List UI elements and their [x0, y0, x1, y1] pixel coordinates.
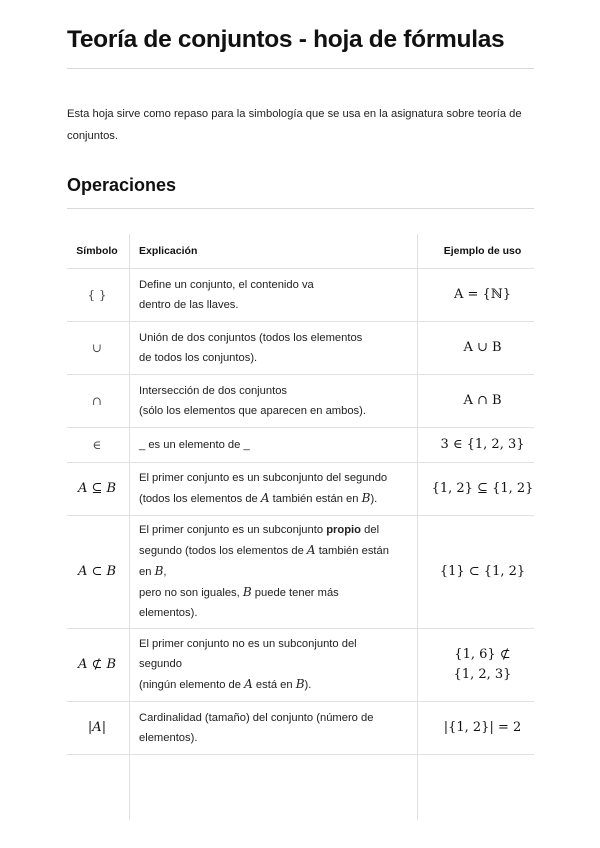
row-explanation: Unión de dos conjuntos (todos los elementos de todos los conjuntos). — [139, 331, 363, 364]
row-symbol: { } — [87, 287, 107, 302]
row-example: {1, 6} ⊄ {1, 2, 3} — [453, 646, 512, 682]
table-row — [67, 628, 534, 702]
table-row — [67, 515, 534, 629]
table-row — [67, 462, 534, 516]
header-explanation: Explicación — [139, 245, 198, 257]
row-symbol: A ⊂ B — [77, 563, 117, 579]
row-symbol: ∈ — [92, 437, 102, 452]
row-explanation: Cardinalidad (tamaño) del conjunto (número de elementos). — [139, 711, 374, 744]
row-explanation: _ es un elemento de _ — [139, 438, 250, 451]
row-example: A ∪ B — [463, 339, 502, 355]
row-example: A ∩ B — [463, 392, 502, 408]
row-example: {1, 2} ⊆ {1, 2} — [431, 480, 534, 496]
row-symbol: A ⊆ B — [77, 480, 117, 496]
row-explanation: Define un conjunto, el contenido va dentro de las llaves. — [139, 278, 314, 311]
row-explanation: El primer conjunto es un subconjunto propio del segundo (todos los elementos de A también están en B, pero no son iguales, B puede tener más elementos). — [139, 524, 389, 619]
row-example: A = {ℕ} — [454, 286, 511, 302]
row-example: 3 ∈ {1, 2, 3} — [440, 436, 525, 452]
row-symbol: |A| — [87, 719, 107, 735]
section-divider — [67, 208, 534, 209]
row-explanation: Intersección de dos conjuntos (sólo los elementos que aparecen en ambos). — [139, 384, 366, 417]
intro-paragraph: Esta hoja sirve como repaso para la simbología que se usa en la asignatura sobre teoría de conjuntos. — [67, 108, 522, 142]
table-row — [67, 321, 534, 375]
row-symbol: ∪ — [91, 340, 103, 355]
header-symbol: Símbolo — [76, 245, 118, 257]
table-header-row — [67, 234, 534, 269]
table-row — [67, 374, 534, 428]
row-example: |{1, 2}| = 2 — [443, 719, 522, 735]
row-explanation: El primer conjunto es un subconjunto del segundo (todos los elementos de A también están en B). — [139, 472, 388, 505]
page-title: Teoría de conjuntos - hoja de fórmulas — [67, 26, 505, 53]
header-example: Ejemplo de uso — [443, 245, 522, 257]
table-row — [67, 427, 534, 463]
title-divider — [67, 68, 534, 69]
row-symbol: ∩ — [91, 393, 103, 408]
table-row — [67, 701, 534, 755]
table-row — [67, 268, 534, 322]
row-symbol: A ⊄ B — [77, 656, 117, 672]
row-explanation: El primer conjunto no es un subconjunto del segundo (ningún elemento de A está en B). — [139, 638, 357, 691]
section-heading-operaciones: Operaciones — [67, 175, 177, 195]
row-example: {1} ⊂ {1, 2} — [439, 563, 526, 579]
